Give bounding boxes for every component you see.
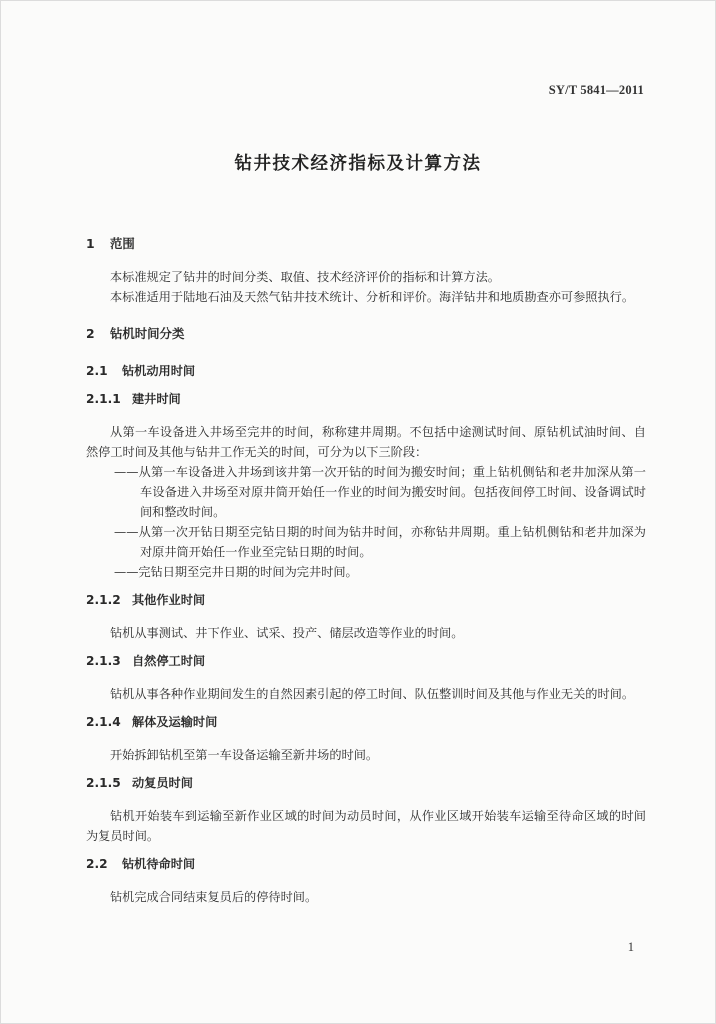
section-number: 2.1.5 [86,776,121,790]
section-title: 钻机时间分类 [110,326,185,341]
section-2-heading [86,324,646,344]
section-1-heading [86,234,646,254]
dash-list-item: ——从第一车设备进入井场到该井第一次开钻的时间为搬安时间；重上钻机侧钻和老井加深从第一车设备进入井场至对原井筒开始任一作业的时间为搬安时间。包括夜间停工时间、设备调试时间和整改时间。 [114,465,646,519]
section-number: 2.1 [86,364,108,378]
section-2-1-3-heading [86,651,646,671]
paragraph: 从第一车设备进入井场至完井的时间，称称建井周期。不包括中途测试时间、原钻机试油时间、自然停工时间及其他与钻井工作无关的时间，可分为以下三阶段： [86,425,646,459]
section-number: 2.2 [86,857,108,871]
section-title: 钻机动用时间 [122,364,196,378]
section-title: 动复员时间 [132,776,193,790]
paragraph: 钻机完成合同结束复员后的停待时间。 [110,890,318,904]
paragraph: 钻机从事测试、井下作业、试采、投产、储层改造等作业的时间。 [110,626,464,640]
section-title: 解体及运输时间 [132,715,218,729]
section-2-1-4-heading [86,712,646,732]
section-2-1-heading [86,361,646,381]
standard-code: SY/T 5841—2011 [548,83,644,97]
section-title: 范围 [110,236,135,251]
paragraph: 本标准适用于陆地石油及天然气钻井技术统计、分析和评价。海洋钻井和地质勘查亦可参照执行。 [110,290,635,304]
page-number: 1 [627,940,634,954]
section-number: 2.1.4 [86,715,121,729]
section-2-2-heading [86,854,646,874]
section-2-1-5-heading [86,773,646,793]
section-title: 建井时间 [132,392,181,406]
section-number: 2.1.3 [86,654,121,668]
paragraph: 本标准规定了钻井的时间分类、取值、技术经济评价的指标和计算方法。 [110,270,500,284]
document-body [86,234,646,907]
dash-list-item: ——完钻日期至完井日期的时间为完井时间。 [114,565,358,579]
paragraph: 钻机开始装车到运输至新作业区域的时间为动员时间，从作业区域开始装车运输至待命区域的时间为复员时间。 [86,809,646,843]
section-title: 自然停工时间 [132,654,206,668]
section-number: 2.1.2 [86,593,121,607]
paragraph: 开始拆卸钻机至第一车设备运输至新井场的时间。 [110,748,379,762]
section-2-1-2-heading [86,590,646,610]
section-title: 其他作业时间 [132,593,206,607]
document-title: 钻井技术经济指标及计算方法 [234,154,482,174]
paragraph: 钻机从事各种作业期间发生的自然因素引起的停工时间、队伍整训时间及其他与作业无关的时间。 [110,687,635,701]
section-title: 钻机待命时间 [122,857,196,871]
section-number: 2.1.1 [86,392,121,406]
section-number: 2 [86,326,95,341]
dash-list-item: ——从第一次开钻日期至完钻日期的时间为钻井时间，亦称钻井周期。重上钻机侧钻和老井加深为对原井筒开始任一作业至完钻日期的时间。 [114,525,646,559]
section-2-1-1-heading [86,389,646,409]
section-number: 1 [86,236,95,251]
